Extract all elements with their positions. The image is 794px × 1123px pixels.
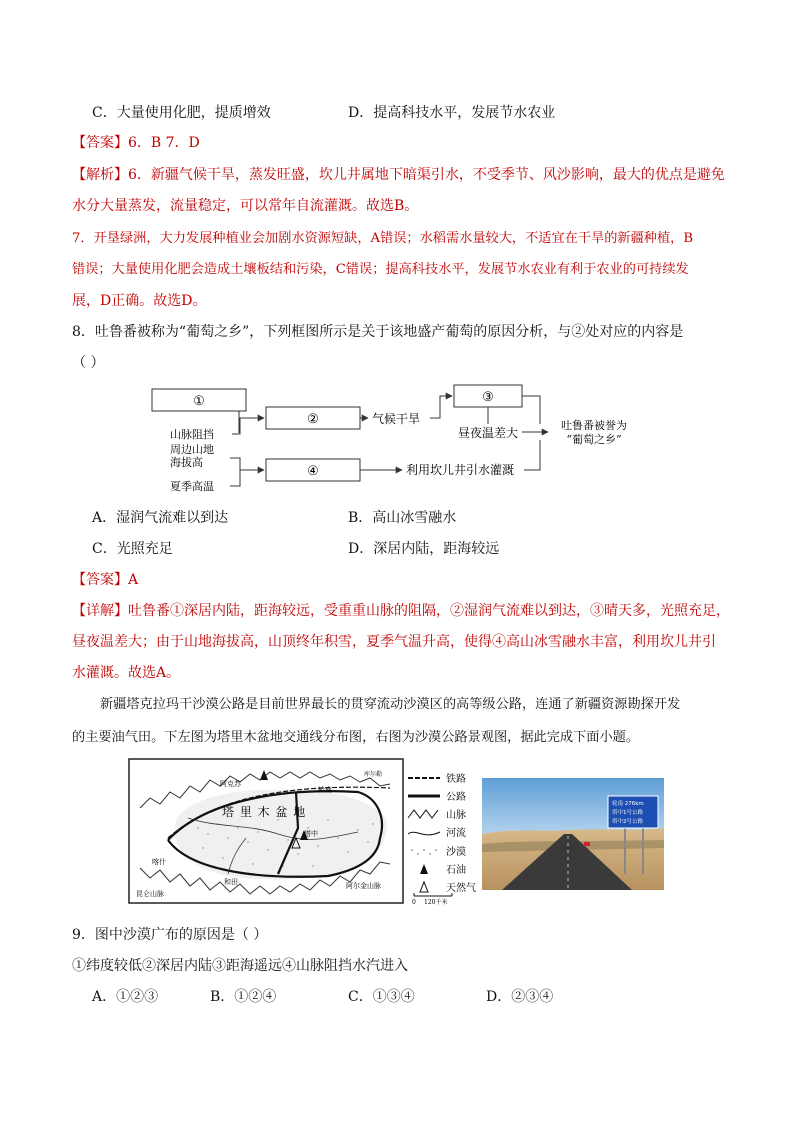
- answer-8: [72, 569, 138, 591]
- q8-option-a: A．湿润气流难以到达: [92, 510, 229, 526]
- legend-oil: 石油: [446, 865, 466, 876]
- q9-option-c: C．①③④: [348, 989, 415, 1005]
- answer-6-7: [72, 132, 200, 154]
- label-mountain-block: 山脉阻挡: [170, 428, 214, 441]
- legend-river-symbol: [408, 832, 440, 835]
- analysis-7-line1: 7．开垦绿洲，大力发展种植业会加剧水资源短缺，A错误；水稻需水量较大，不适宜在干旱的新疆种植，B: [72, 231, 694, 246]
- legend-railway: 铁路: [446, 774, 466, 785]
- answer-text: 6．B 7．D: [128, 135, 200, 151]
- legend-oil-symbol: [420, 864, 428, 874]
- answer-8-tag: 【答案】: [72, 572, 128, 588]
- analysis-tag: 【解析】: [72, 167, 128, 183]
- q8-stem-line2: （ ）: [72, 355, 105, 371]
- label-high-altitude-2: 海拔高: [170, 456, 203, 469]
- road-sign-line2: 塔中1号公路: [612, 810, 643, 816]
- map-legend: [406, 766, 476, 906]
- diagram-box-3-label: ③: [482, 390, 494, 405]
- q8-option-c: C．光照充足: [92, 541, 173, 557]
- map-label-hotan: 和田: [224, 878, 238, 886]
- q9-stem: 9．图中沙漠广布的原因是（ ）: [72, 927, 268, 943]
- map-label-tazhong: 塔中: [304, 830, 318, 838]
- passage-line1: 新疆塔克拉玛干沙漠公路是目前世界最长的贯穿流动沙漠区的高等级公路，连通了新疆资源勘探开发: [100, 697, 681, 712]
- detail-tag: 【详解】: [72, 603, 128, 619]
- q9-option-d: D．②③④: [486, 989, 554, 1005]
- q7-option-c: C．大量使用化肥，提质增效: [92, 105, 271, 121]
- q8-option-d: D．深居内陆，距海较远: [348, 541, 500, 557]
- legend-mountain: 山脉: [446, 810, 466, 821]
- analysis-6-line1: [72, 164, 725, 186]
- detail-8-text: 吐鲁番①深居内陆，距海较远，受重重山脉的阻隔，②湿润气流难以到达，③晴天多，光照充足，: [128, 603, 730, 619]
- diagram-box-4-label: ④: [307, 464, 319, 479]
- label-dry-climate: 气候干旱: [372, 412, 421, 426]
- legend-desert-symbol: [411, 849, 437, 855]
- scale-zero: 0: [412, 899, 416, 906]
- map-label-basin: 塔 里 木 盆 地: [222, 805, 307, 819]
- analysis-7-line3: 展，D正确。故选D。: [72, 293, 207, 309]
- map-label-kunlun: 昆仑山脉: [136, 890, 164, 898]
- q9-factors: ①纬度较低②深居内陆③距海遥远④山脉阻挡水汽进入: [72, 958, 408, 974]
- detail-8-line2: 昼夜温差大；由于山地海拔高，山顶终年积雪，夏季气温升高，使得④高山冰雪融水丰富，利用坎儿井引: [72, 634, 716, 650]
- passage-line2: 的主要油气田。下左图为塔里木盆地交通线分布图，右图为沙漠公路景观图，据此完成下面小题。: [72, 730, 640, 745]
- road-sign-line1: 轮南 276km: [612, 801, 644, 807]
- analysis-7-line2: 错误；大量使用化肥会造成土壤板结和污染，C错误；提高科技水平，发展节水农业有利于农业的可持续发: [72, 262, 689, 277]
- map-label-kuerle: 库尔勒: [364, 771, 383, 778]
- road-sign-line3: 塔中2号公路: [612, 819, 643, 825]
- q8-stem-line1: 8．吐鲁番被称为“葡萄之乡”，下列框图所示是关于该地盛产葡萄的原因分析，与②处对应的内容是: [72, 324, 684, 340]
- detail-8-line1: [72, 600, 730, 622]
- label-result-1: 吐鲁番被誉为: [561, 419, 627, 432]
- label-high-altitude-1: 周边山地: [170, 443, 214, 456]
- label-temp-diff: 昼夜温差大: [458, 426, 519, 440]
- legend-mountain-symbol: [408, 810, 438, 818]
- label-result-2: “葡萄之乡”: [566, 433, 622, 446]
- label-karez: 利用坎儿井引水灌溉: [406, 463, 515, 477]
- detail-8-line3: 水灌溉。故选A。: [72, 665, 181, 681]
- map-scale-bar: [412, 890, 472, 906]
- answer-8-text: A: [128, 572, 139, 588]
- legend-gas: 天然气: [446, 883, 476, 894]
- analysis-6-line2: 水分大量蒸发，流量稳定，可以常年自流灌溉。故选B。: [72, 198, 419, 214]
- q8-option-b: B．高山冰雪融水: [348, 510, 457, 526]
- cause-flow-diagram: [140, 380, 660, 500]
- map-label-altun: 阿尔金山脉: [346, 882, 381, 890]
- legend-river: 河流: [446, 828, 466, 839]
- legend-highway: 公路: [446, 792, 466, 803]
- q9-option-b: B．①②④: [210, 989, 277, 1005]
- q7-option-d: D．提高科技水平，发展节水农业: [348, 105, 556, 121]
- diagram-box-2-label: ②: [307, 412, 319, 427]
- label-summer-heat: 夏季高温: [170, 480, 214, 493]
- diagram-box-1-label: ①: [193, 394, 205, 409]
- desert-highway-photo: [482, 778, 664, 890]
- map-label-luntai: 轮南: [318, 786, 332, 794]
- analysis-6-text: 6．新疆气候干旱，蒸发旺盛，坎儿井属地下暗渠引水，不受季节、风沙影响，最大的优点是避免: [128, 167, 725, 183]
- answer-tag: 【答案】: [72, 135, 128, 151]
- map-label-kashgar: 喀什: [152, 858, 166, 866]
- q9-option-a: A．①②③: [92, 989, 159, 1005]
- scale-120: 120千米: [424, 899, 448, 906]
- vehicle: [584, 842, 590, 846]
- tarim-basin-map: [128, 758, 404, 904]
- map-label-aksu: 阿克苏: [220, 780, 241, 788]
- legend-desert: 沙漠: [446, 847, 466, 858]
